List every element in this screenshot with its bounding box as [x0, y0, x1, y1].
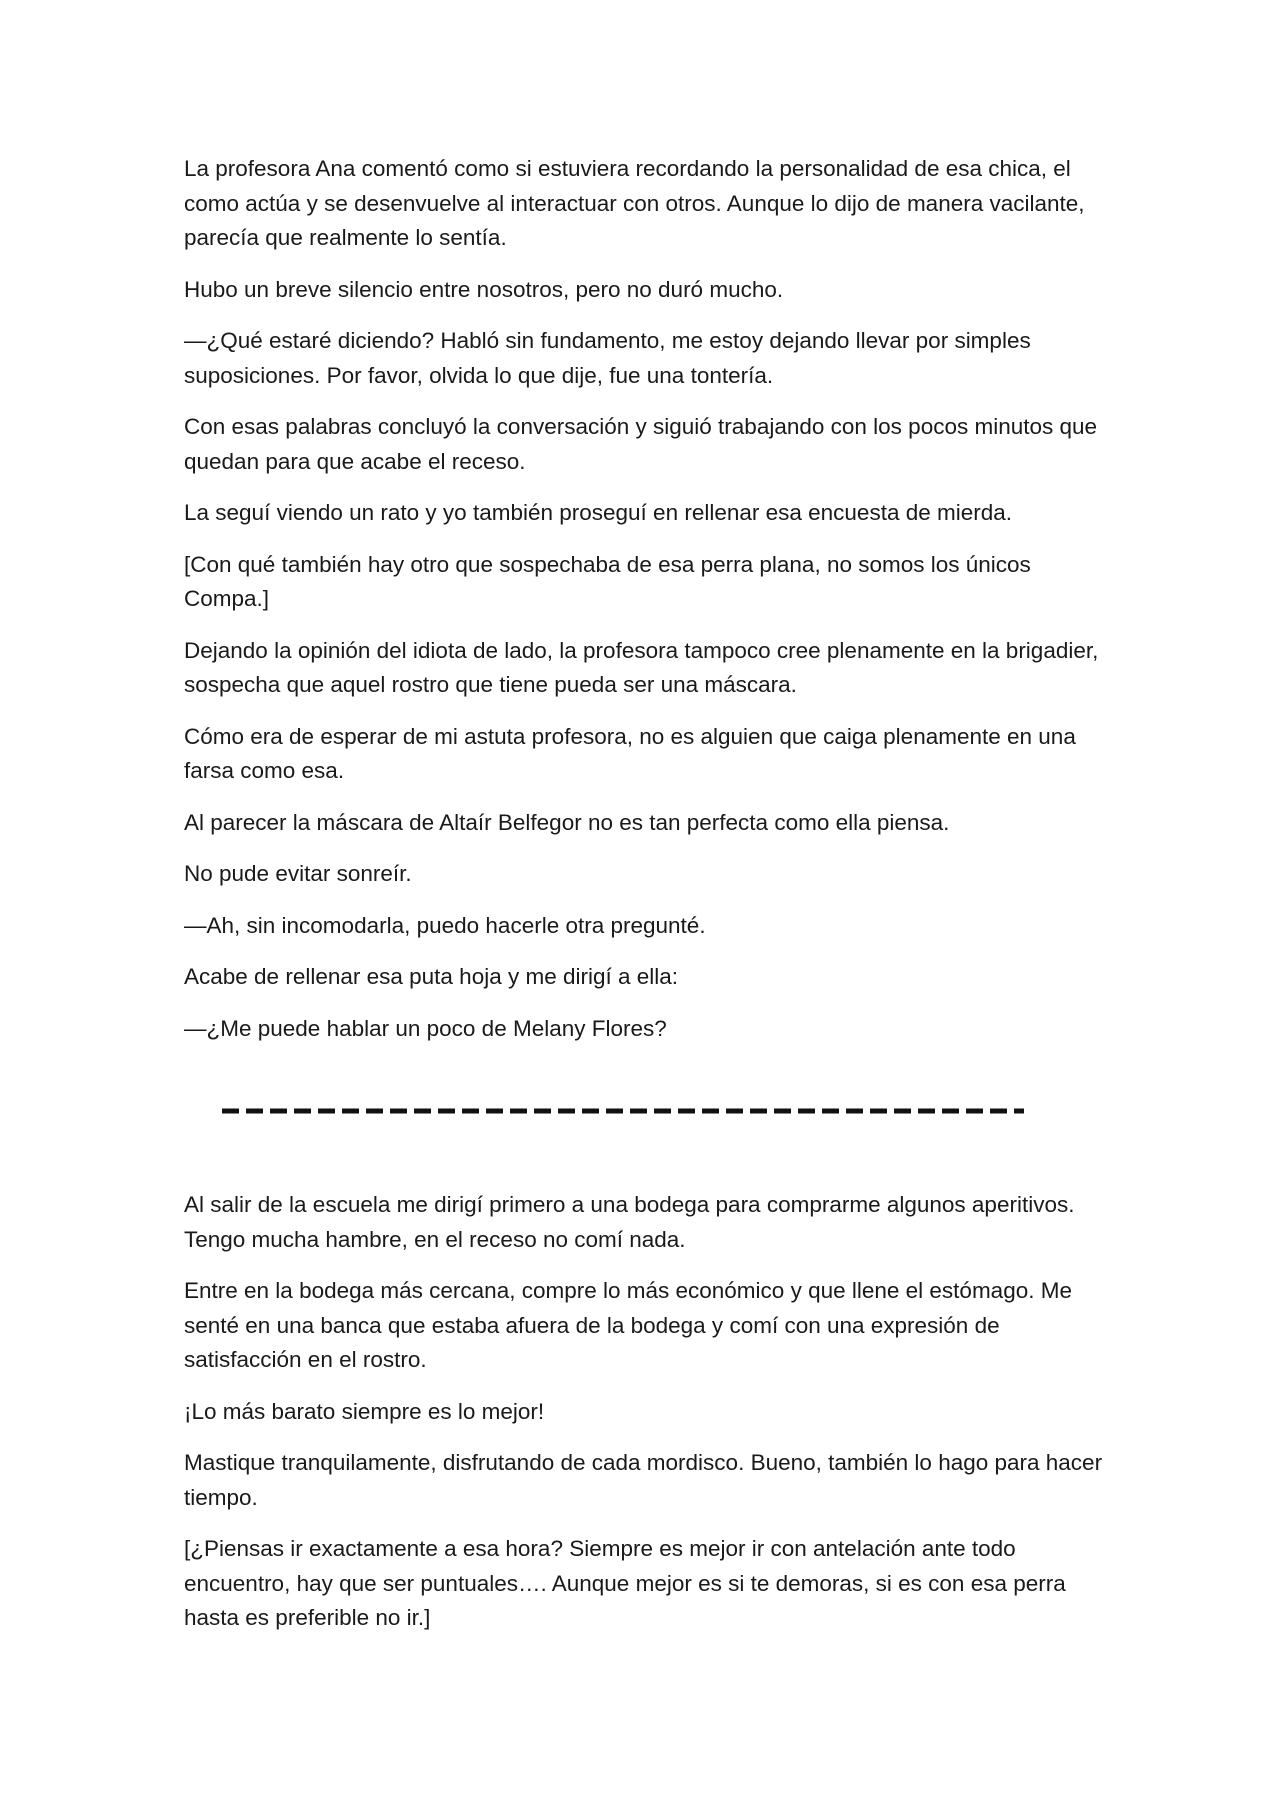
dialogue-paragraph: —¿Qué estaré diciendo? Habló sin fundamento, me estoy dejando llevar por simples suposiciones. Por favor, olvida lo que dije, fue una tontería.	[184, 328, 1031, 388]
paragraph: Al salir de la escuela me dirigí primero a una bodega para comprarme algunos aperitivos. Tengo mucha hambre, en el receso no comí nada.	[184, 1192, 1075, 1252]
paragraph: La seguí viendo un rato y yo también proseguí en rellenar esa encuesta de mierda.	[184, 500, 1013, 525]
paragraph: Al parecer la máscara de Altaír Belfegor no es tan perfecta como ella piensa.	[184, 809, 950, 835]
dialogue-paragraph: —¿Me puede hablar un poco de Melany Flores?	[184, 1015, 667, 1041]
paragraph: ¡Lo más barato siempre es lo mejor!	[184, 1398, 545, 1424]
scene-break-separator	[184, 1092, 1109, 1126]
dialogue-paragraph: —Ah, sin incomodarla, puedo hacerle otra pregunté.	[184, 912, 706, 938]
bracketed-thought-paragraph: [¿Piensas ir exactamente a esa hora? Siempre es mejor ir con antelación ante todo encuentro, hay que ser puntuales…. Aunque mejor es si te demoras, si es con esa perra hasta es preferible no ir.]	[184, 1536, 1066, 1630]
paragraph: Acabe de rellenar esa puta hoja y me dirigí a ella:	[184, 964, 679, 989]
document-body	[184, 152, 1109, 1653]
dashed-separator-line	[220, 1108, 1026, 1114]
paragraph: Entre en la bodega más cercana, compre lo más económico y que llene el estómago. Me senté en una banca que estaba afuera de la bodega y comí con una expresión de satisfacción en el rostro.	[184, 1278, 1072, 1372]
paragraph: Mastique tranquilamente, disfrutando de cada mordisco. Bueno, también lo hago para hacer tiempo.	[184, 1450, 1103, 1510]
paragraph: Dejando la opinión del idiota de lado, la profesora tampoco cree plenamente en la brigadier, sospecha que aquel rostro que tiene pueda ser una máscara.	[184, 637, 1099, 697]
paragraph: No pude evitar sonreír.	[184, 861, 412, 886]
paragraph: Con esas palabras concluyó la conversación y siguió trabajando con los pocos minutos que quedan para que acabe el receso.	[184, 414, 1098, 474]
paragraph: Cómo era de esperar de mi astuta profesora, no es alguien que caiga plenamente en una farsa como esa.	[184, 723, 1076, 783]
bracketed-thought-paragraph: [Con qué también hay otro que sospechaba de esa perra plana, no somos los únicos Compa.]	[184, 551, 1031, 611]
paragraph: Hubo un breve silencio entre nosotros, pero no duró mucho.	[184, 276, 784, 302]
paragraph: La profesora Ana comentó como si estuviera recordando la personalidad de esa chica, el como actúa y se desenvuelve al interactuar con otros. Aunque lo dijo de manera vacilante, parecía que realmente lo sentía.	[184, 156, 1085, 250]
